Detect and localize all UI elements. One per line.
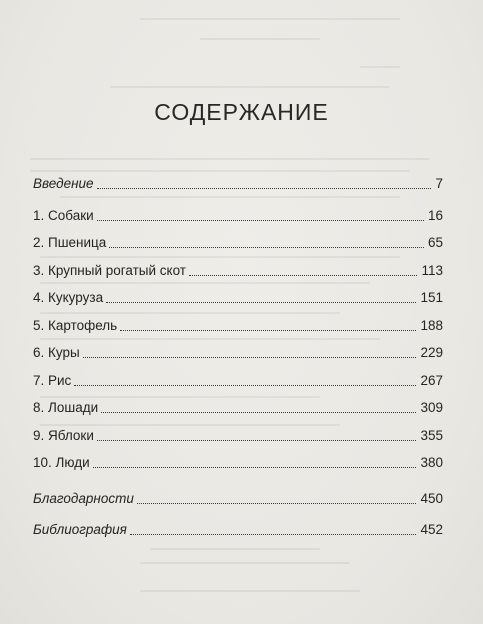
leader-dots	[97, 188, 432, 189]
leader-dots	[106, 302, 416, 303]
leader-dots	[97, 220, 424, 221]
toc-page-number: 450	[420, 491, 443, 506]
leader-dots	[93, 467, 417, 468]
toc-entry-chapter-5[interactable]	[33, 316, 443, 334]
toc-page-number: 452	[420, 522, 443, 537]
toc-entry-label: 10. Люди	[33, 455, 90, 470]
toc-page-number: 16	[427, 208, 443, 223]
toc-entry-bibliography[interactable]	[33, 520, 443, 538]
toc-entry-chapter-2[interactable]	[33, 233, 443, 251]
toc-page-number: 65	[427, 235, 443, 250]
toc-entry-label: 7. Рис	[33, 373, 72, 388]
toc-entry-chapter-3[interactable]	[33, 261, 443, 279]
toc-entry-label: 8. Лошади	[33, 400, 99, 415]
leader-dots	[189, 275, 417, 276]
toc-entry-label: 3. Крупный рогатый скот	[33, 263, 186, 278]
page-title: СОДЕРЖАНИЕ	[154, 99, 329, 125]
toc-page-number: 113	[421, 263, 443, 278]
toc-page-number: 309	[420, 400, 443, 415]
toc-entry-chapter-1[interactable]	[33, 206, 443, 224]
toc-entry-chapter-9[interactable]	[33, 426, 443, 444]
toc-page-number: 229	[420, 345, 443, 360]
toc-page-number: 151	[420, 290, 443, 305]
leader-dots	[109, 247, 424, 248]
toc-page-number: 188	[420, 318, 443, 333]
toc-entry-label: Библиография	[33, 522, 127, 537]
toc-entry-label: 5. Картофель	[33, 318, 118, 333]
toc-page-number: 267	[420, 373, 443, 388]
toc-entry-label: Введение	[33, 176, 94, 191]
leader-dots	[130, 534, 417, 535]
toc-page-number: 355	[420, 428, 443, 443]
toc-entry-chapter-7[interactable]	[33, 371, 443, 389]
leader-dots	[97, 440, 417, 441]
toc-entry-label: 6. Куры	[33, 345, 80, 360]
toc-entry-label: 2. Пшеница	[33, 235, 107, 250]
leader-dots	[74, 385, 416, 386]
toc-entry-introduction[interactable]	[33, 174, 443, 192]
leader-dots	[120, 330, 416, 331]
leader-dots	[101, 412, 416, 413]
toc-entry-chapter-10[interactable]	[33, 453, 443, 471]
toc-page-number: 7	[435, 176, 443, 191]
toc-entry-acknowledgements[interactable]	[33, 489, 443, 507]
toc-entry-chapter-4[interactable]	[33, 288, 443, 306]
leader-dots	[137, 503, 417, 504]
toc-entry-label: Благодарности	[33, 491, 134, 506]
toc-entry-chapter-6[interactable]	[33, 343, 443, 361]
toc-entry-label: 9. Яблоки	[33, 428, 94, 443]
toc-page-number: 380	[420, 455, 443, 470]
toc-entry-label: 4. Кукуруза	[33, 290, 104, 305]
toc-entry-chapter-8[interactable]	[33, 398, 443, 416]
leader-dots	[83, 357, 417, 358]
toc-entry-label: 1. Собаки	[33, 208, 94, 223]
